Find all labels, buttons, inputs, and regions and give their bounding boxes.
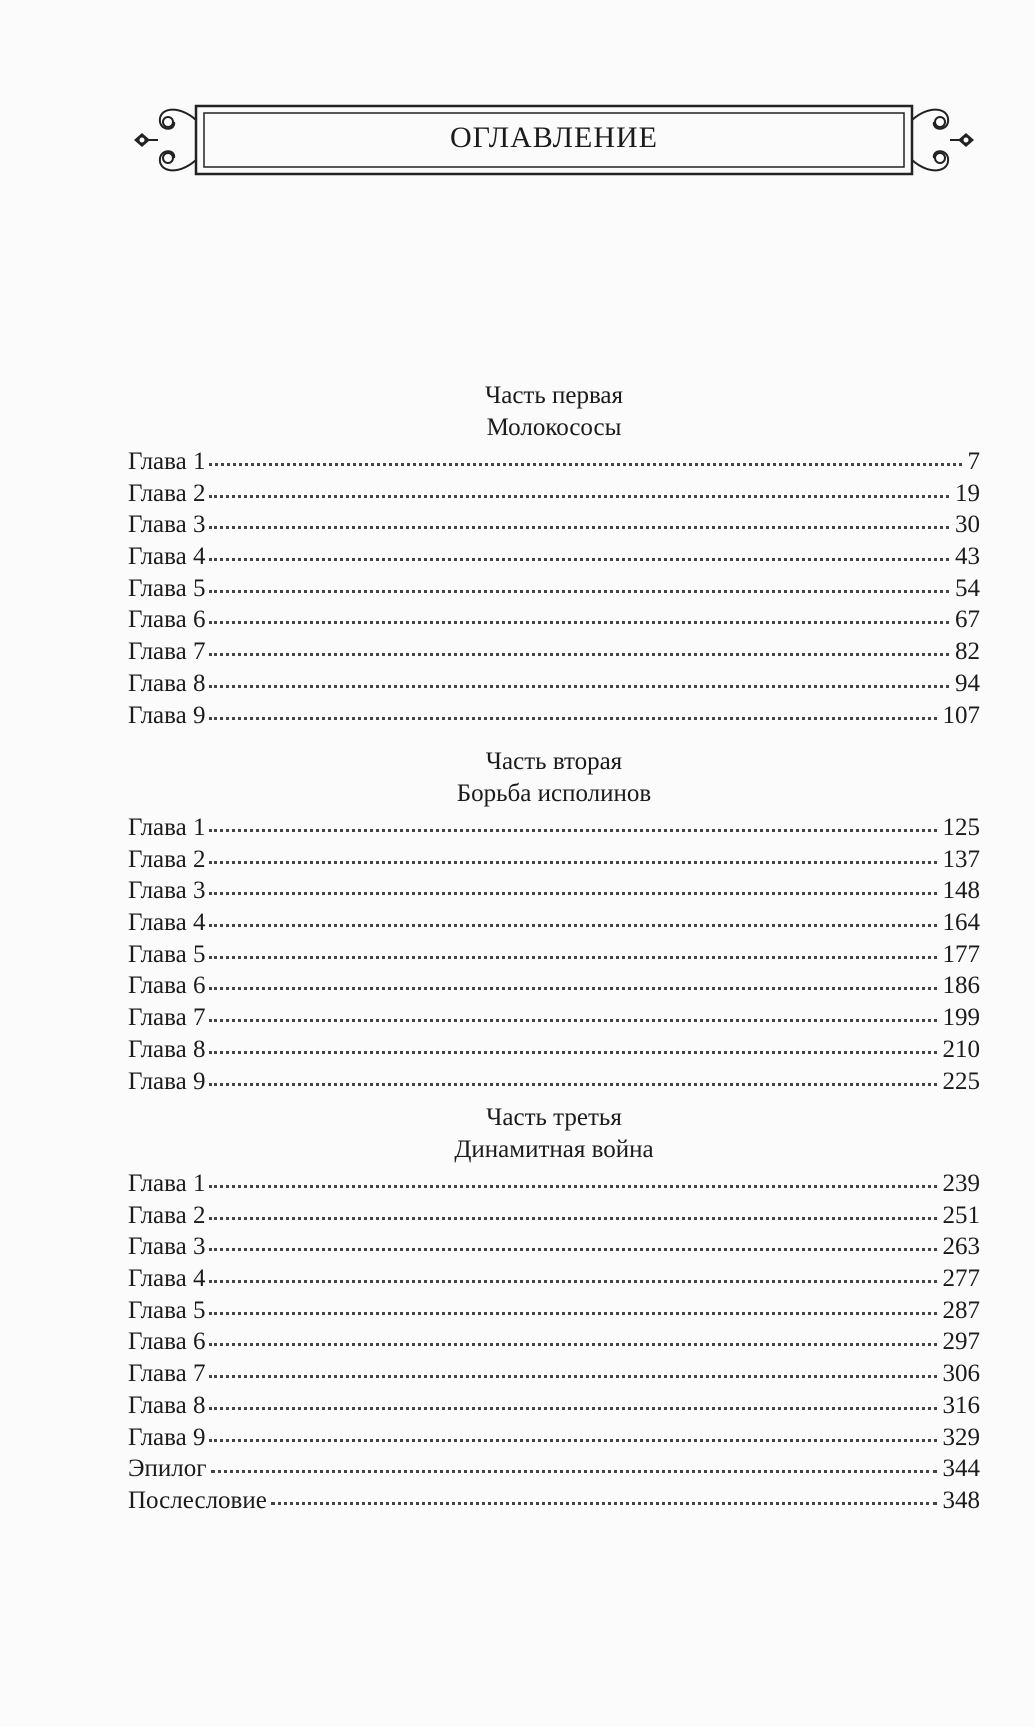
dot-leader [209,1080,936,1086]
dot-leader [209,1214,936,1220]
dot-leader [209,1404,936,1410]
toc-entry [128,573,980,605]
entry-page: 67 [955,606,980,634]
entry-label: Глава 9 [128,1423,206,1451]
entry-label: Глава 1 [128,814,206,841]
part-label: Часть вторая [485,748,623,775]
dot-leader [209,1372,936,1378]
entry-label: Эпилог [128,1455,207,1483]
entry-page: 94 [955,669,980,697]
toc-entry [128,1453,980,1485]
entry-page: 225 [942,1067,980,1095]
entry-label: Послесловие [128,1486,267,1514]
toc-entry [128,509,980,541]
entry-label: Глава 5 [128,1296,206,1324]
entry-label: Глава 3 [128,1233,206,1261]
page-title: ОГЛАВЛЕНИЕ [450,121,658,154]
entry-page: 43 [955,543,980,571]
toc-entry [128,1485,980,1517]
entry-page: 348 [942,1486,980,1514]
toc-entry [128,1002,980,1034]
dot-leader [209,1016,936,1022]
toc-entry [128,604,980,636]
part-label: Часть третья [486,1104,622,1131]
entry-page: 199 [942,1004,980,1032]
toc-entry [128,875,980,907]
dot-leader [209,1436,936,1442]
entry-page: 329 [942,1423,980,1451]
toc-entry [128,1168,980,1200]
entry-label: Глава 6 [128,972,206,1000]
toc-entry [128,970,980,1002]
dot-leader [209,1048,936,1054]
toc-entry [128,1200,980,1232]
dot-leader [209,682,949,688]
entry-label: Глава 8 [128,1035,206,1063]
dot-leader [209,587,949,593]
entry-page: 287 [942,1296,980,1324]
dot-leader [209,858,936,864]
toc-entry [128,1066,980,1098]
toc-entry [128,1295,980,1327]
ornamental-header [128,100,980,180]
dot-leader [209,460,961,466]
entry-label: Глава 4 [128,1265,206,1293]
entry-page: 148 [942,877,980,905]
entry-label: Глава 4 [128,909,206,937]
entry-label: Глава 7 [128,1004,206,1032]
entry-page: 54 [955,574,980,602]
entry-page: 30 [955,511,980,539]
entry-page: 239 [942,1170,980,1197]
entry-page: 177 [942,940,980,968]
entry-page: 19 [955,479,980,507]
toc-entry [128,844,980,876]
toc-entry [128,812,980,844]
entry-label: Глава 6 [128,606,206,634]
entry-label: Глава 2 [128,845,206,873]
entry-page: 344 [942,1455,980,1483]
entry-page: 251 [942,1201,980,1229]
toc-entry [128,541,980,573]
entry-page: 306 [942,1360,980,1388]
part-title: Борьба исполинов [456,780,652,807]
part-one [128,380,980,731]
toc-entry [128,700,980,732]
entry-label: Глава 5 [128,574,206,602]
dot-leader [209,1277,936,1283]
toc-entry [128,1390,980,1422]
part-title: Молокососы [486,414,622,441]
toc-entry [128,1263,980,1295]
dot-leader [209,984,936,990]
toc-entry [128,1231,980,1263]
entry-page: 164 [942,909,980,937]
entry-label: Глава 6 [128,1328,206,1356]
entry-label: Глава 4 [128,543,206,571]
toc-entry [128,939,980,971]
entry-label: Глава 5 [128,940,206,968]
entry-page: 277 [942,1265,980,1293]
dot-leader [209,1309,936,1315]
entry-page: 125 [942,814,980,841]
part-label: Часть первая [484,382,624,409]
entry-label: Глава 3 [128,877,206,905]
toc-entry [128,1326,980,1358]
toc-entry [128,907,980,939]
entry-page: 107 [942,701,980,729]
dot-leader [211,1467,937,1473]
part-two [128,746,980,1097]
dot-leader [209,921,936,927]
toc-entry [128,446,980,478]
toc-entry [128,636,980,668]
dot-leader [209,953,936,959]
entry-page: 137 [942,845,980,873]
entry-label: Глава 3 [128,511,206,539]
dot-leader [209,826,936,832]
entry-page: 210 [942,1035,980,1063]
toc-entry [128,478,980,510]
toc-entry [128,1358,980,1390]
dot-leader [209,1245,936,1251]
entry-label: Глава 8 [128,1391,206,1419]
entry-label: Глава 1 [128,448,206,475]
entry-label: Глава 9 [128,701,206,729]
toc-entry [128,1422,980,1454]
dot-leader [209,650,949,656]
part-title: Динамитная война [454,1136,654,1163]
entry-label: Глава 9 [128,1067,206,1095]
dot-leader [209,889,936,895]
dot-leader [209,1182,936,1188]
dot-leader [209,1340,936,1346]
dot-leader [271,1499,937,1505]
toc-entry [128,668,980,700]
dot-leader [209,492,949,498]
entry-label: Глава 7 [128,1360,206,1388]
entry-label: Глава 2 [128,1201,206,1229]
dot-leader [209,555,949,561]
entry-label: Глава 2 [128,479,206,507]
entry-label: Глава 1 [128,1170,206,1197]
entry-page: 297 [942,1328,980,1356]
entry-page: 7 [967,448,980,475]
dot-leader [209,523,949,529]
entry-page: 316 [942,1391,980,1419]
part-three [128,1102,980,1517]
entry-page: 82 [955,638,980,666]
dot-leader [209,618,949,624]
entry-page: 263 [942,1233,980,1261]
entry-label: Глава 7 [128,638,206,666]
dot-leader [209,714,936,720]
entry-page: 186 [942,972,980,1000]
toc-entry [128,1034,980,1066]
entry-label: Глава 8 [128,669,206,697]
